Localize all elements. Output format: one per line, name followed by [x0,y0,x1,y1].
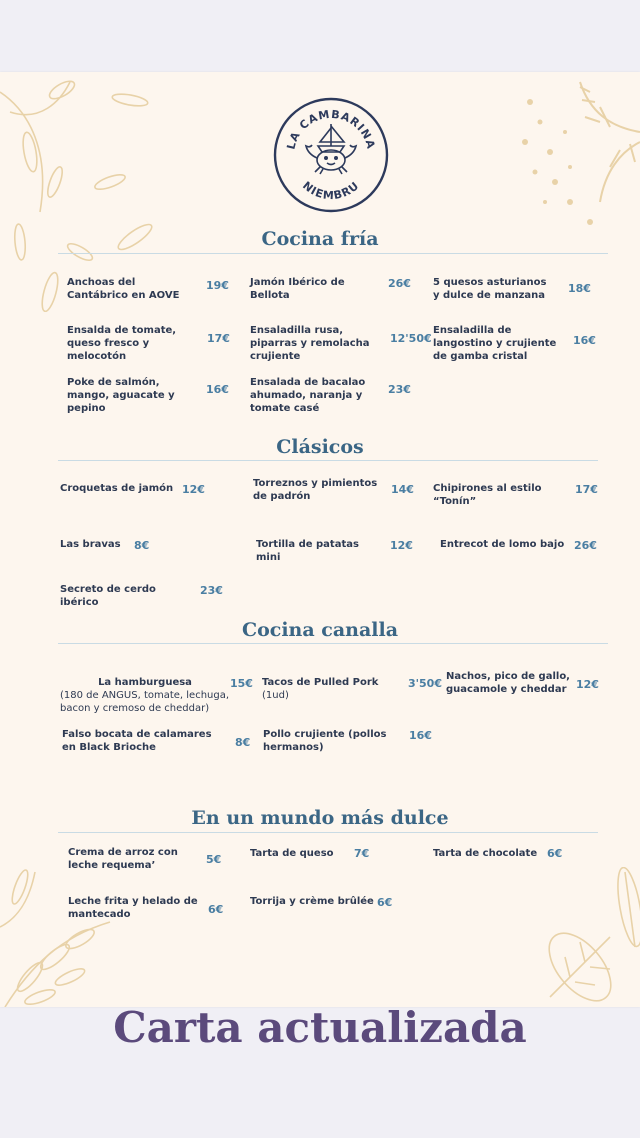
menu-item: Ensaladilla de langostino y crujiente de gamba cristal [433,325,557,362]
menu-item-price: 8€ [235,736,251,749]
menu-item: Crema de arroz con leche requema’ [68,847,178,871]
fern-decoration-icon [0,867,130,1007]
menu-item-price: 16€ [206,383,229,396]
menu-item: Secreto de cerdo ibérico [60,584,156,608]
menu-item: Entrecot de lomo bajo [440,539,565,550]
menu-item-detail: (1ud) [262,690,289,701]
menu-item-price: 15€ [230,677,253,690]
section-title-cocina-fria: Cocina fría [261,228,379,250]
menu-item: Ensaladilla rusa, piparras y remolacha crujiente [250,325,370,362]
menu-item-price: 3'50€ [408,677,442,690]
menu-item-price: 12€ [182,483,205,496]
menu-item: Anchoas del Cantábrico en AOVE [67,277,180,301]
logo-top-text: LA CAMBARINA [284,107,378,151]
menu-item-price: 12€ [576,678,599,691]
logo [272,96,390,214]
menu-item: Nachos, pico de gallo, guacamole y cheddar [446,671,570,695]
section-divider [58,832,598,833]
logo-bottom-text: NIEMBRU [300,178,362,203]
menu-item [60,676,230,715]
section-divider [58,643,608,644]
menu-item: Las bravas [60,539,121,550]
menu-item-price: 12'50€ [390,332,432,345]
menu-item: Poke de salmón, mango, aguacate y pepino [67,377,175,414]
menu-item: Tortilla de patatas mini [256,539,359,563]
section-divider [58,253,608,254]
section-title-clasicos: Clásicos [276,436,364,458]
menu-item-price: 6€ [208,903,224,916]
menu-item: Pollo crujiente (pollos hermanos) [263,729,387,753]
leaf-decoration-icon [530,867,640,1007]
menu-item: Ensalda de tomate, queso fresco y melocotón [67,325,177,362]
menu-item-price: 6€ [547,847,563,860]
menu-item: Falso bocata de calamares en Black Brioche [62,729,212,753]
coral-decoration-icon [510,72,640,232]
menu-item-price: 16€ [409,729,432,742]
menu-item-price: 23€ [200,584,223,597]
menu-item: Tarta de queso [250,848,334,859]
menu-item: Croquetas de jamón [60,483,174,494]
menu-item: Torreznos y pimientos de padrón [253,478,378,502]
menu-item: Chipirones al estilo “Tonín” [433,483,542,507]
menu-item-price: 23€ [388,383,411,396]
menu-item: Jamón Ibérico de Bellota [250,277,345,301]
menu-item-price: 7€ [354,847,370,860]
menu-item [262,676,407,702]
menu-item-price: 17€ [575,483,598,496]
menu-item-price: 12€ [390,539,413,552]
menu-card [0,72,640,1007]
section-title-dulce: En un mundo más dulce [191,807,449,829]
menu-item: Torrija y crème brûlée [250,896,374,907]
footer-caption: Carta actualizada [113,1003,527,1052]
menu-item-price: 26€ [388,277,411,290]
menu-item: Leche frita y helado de mantecado [68,896,198,920]
section-divider [58,460,598,461]
menu-item-price: 16€ [573,334,596,347]
menu-item-price: 8€ [134,539,150,552]
menu-item: Ensalada de bacalao ahumado, naranja y tomate casé [250,377,366,414]
menu-item: 5 quesos asturianos y dulce de manzana [433,277,547,301]
menu-item-price: 5€ [206,853,222,866]
menu-item-detail: (180 de ANGUS, tomate, lechuga, bacon y cremoso de cheddar) [60,690,230,714]
menu-item-price: 26€ [574,539,597,552]
section-title-cocina-canalla: Cocina canalla [241,619,399,641]
menu-item-price: 17€ [207,332,230,345]
menu-item-price: 6€ [377,896,393,909]
menu-item-price: 18€ [568,282,591,295]
menu-item-price: 19€ [206,279,229,292]
menu-item-name: Tacos de Pulled Pork [262,677,379,688]
menu-item-name: La hamburguesa [98,677,192,688]
menu-item: Tarta de chocolate [433,848,538,859]
menu-item-price: 14€ [391,483,414,496]
crab-boat-icon [306,124,356,174]
